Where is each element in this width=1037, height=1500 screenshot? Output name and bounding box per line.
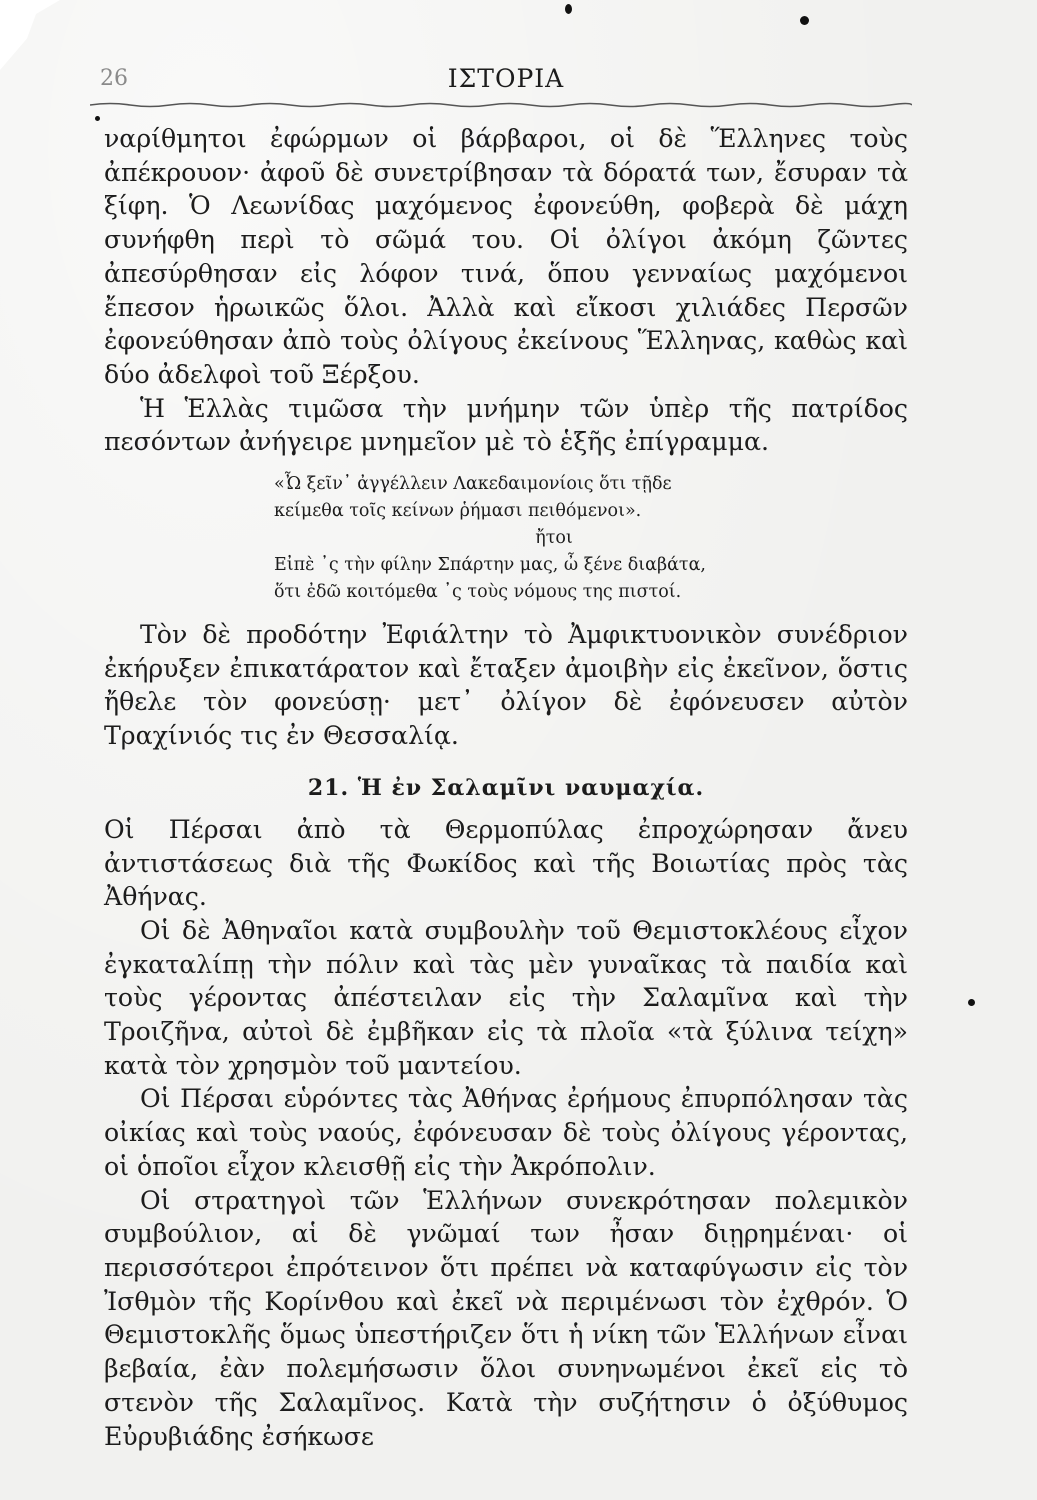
epigram-line: «Ὦ ξεῖν᾽ ἀγγέλλειν Λακεδαιμονίοις ὅτι τῇδε	[274, 474, 672, 495]
epigram-line: κείμεθα τοῖς κείνων ῥήμασι πειθόμενοι».	[274, 501, 642, 522]
paragraph: Οἱ στρατηγοὶ τῶν Ἑλλήνων συνεκρότησαν πολεμικὸν συμβούλιον, αἱ δὲ γνῶμαί των ἦσαν διῃρημέναι· οἱ περισσότεροι ἐπρότεινον ὅτι πρέπει νὰ καταφύγωσιν εἰς τὸν Ἰσθμὸν τῆς Κορίνθου καὶ ἐκεῖ νὰ περιμένωσι τὸν ἐχθρόν. Ὁ Θεμιστοκλῆς ὅμως ὑπεστήριζεν ὅτι ἡ νίκη τῶν Ἑλλήνων εἶναι βεβαία, ἐὰν πολεμήσωσιν ὅλοι συνηνωμένοι ἐκεῖ εἰς τὸ στενὸν τῆς Σαλαμῖνος. Κατὰ τὴν συζήτησιν ὁ ὀξύθυμος Εὐρυβιάδης ἐσήκωσε	[104, 1185, 908, 1451]
running-head-title: ΙΣΤΟΡΙΑ	[447, 64, 565, 93]
ink-spot	[800, 16, 809, 25]
paragraph: Ἡ Ἑλλὰς τιμῶσα τὴν μνήμην τῶν ὑπὲρ τῆς πατρίδος πεσόντων ἀνήγειρε μνημεῖον μὲ τὸ ἑξῆς ἐπίγραμμα.	[104, 393, 908, 457]
page-header	[100, 60, 912, 100]
paragraph: Οἱ δὲ Ἀθηναῖοι κατὰ συμβουλὴν τοῦ Θεμιστοκλέους εἶχον ἐγκαταλίπῃ τὴν πόλιν καὶ τὰς μὲν γυναῖκας τὰ παιδία καὶ τοὺς γέροντας ἀπέστειλαν εἰς τὴν Σαλαμῖνα καὶ τὴν Τροιζῆνα, αὐτοὶ δὲ ἐμβῆκαν εἰς τὰ πλοῖα «τὰ ξύλινα τείχη» κατὰ τὸν χρησμὸν τοῦ μαντείου.	[104, 915, 908, 1080]
paragraph: Οἱ Πέρσαι εὑρόντες τὰς Ἀθήνας ἐρήμους ἐπυρπόλησαν τὰς οἰκίας καὶ τοὺς ναούς, ἐφόνευσαν δὲ τοὺς ὀλίγους γέροντας, οἱ ὁποῖοι εἶχον κλεισθῇ εἰς τὴν Ἀκρόπολιν.	[104, 1084, 908, 1181]
epigram-connector: ἤτοι	[535, 528, 573, 549]
paragraph: ναρίθμητοι ἐφώρμων οἱ βάρβαροι, οἱ δὲ Ἕλληνες τοὺς ἀπέκρουον· ἀφοῦ δὲ συνετρίβησαν τὰ δόρατά των, ἔσυραν τὰ ξίφη. Ὁ Λεωνίδας μαχόμενος ἐφονεύθη, φοβερὰ δὲ μάχη συνήφθη περὶ τὸ σῶμά του. Οἱ ὀλίγοι ἀκόμη ζῶντες ἀπεσύρθησαν εἰς λόφον τινά, ὅπου γενναίως μαχόμενοι ἔπεσον ἡρωικῶς ὅλοι. Ἀλλὰ καὶ εἴκοσι χιλιάδες Περσῶν ἐφονεύθησαν ἀπὸ τοὺς ὀλίγους ἐκείνους Ἕλληνας, καθὼς καὶ δύο ἀδελφοὶ τοῦ Ξέρξου.	[104, 124, 908, 389]
ink-spot	[95, 116, 100, 121]
header-rule	[90, 100, 912, 110]
epigram-line: ὅτι ἐδῶ κοιτόμεθα ᾽ς τοὺς νόμους της πιστοί.	[274, 582, 682, 603]
ink-spot	[565, 4, 572, 14]
paragraph: Τὸν δὲ προδότην Ἐφιάλτην τὸ Ἀμφικτυονικὸν συνέδριον ἐκήρυξεν ἐπικατάρατον καὶ ἔταξεν ἀμοιβὴν εἰς ἐκεῖνον, ὅστις ἤθελε τὸν φονεύσῃ· μετ᾽ ὀλίγον δὲ ἐφόνευσεν αὐτὸν Τραχίνιός τις ἐν Θεσσαλίᾳ.	[104, 620, 908, 751]
epigram-line: Εἰπὲ ᾽ς τὴν φίλην Σπάρτην μας, ὦ ξένε διαβάτα,	[274, 555, 706, 576]
torn-corner	[0, 0, 60, 70]
page-number: 26	[100, 66, 128, 91]
body-text	[104, 122, 908, 1453]
ink-spot	[968, 999, 975, 1006]
section-heading: 21. Ἡ ἐν Σαλαμῖνι ναυμαχία.	[307, 774, 705, 801]
paragraph: Οἱ Πέρσαι ἀπὸ τὰ Θερμοπύλας ἐπροχώρησαν ἄνευ ἀντιστάσεως διὰ τῆς Φωκίδος καὶ τῆς Βοιωτίας πρὸς τὰς Ἀθήνας.	[104, 814, 908, 912]
epigram-block	[274, 471, 834, 606]
